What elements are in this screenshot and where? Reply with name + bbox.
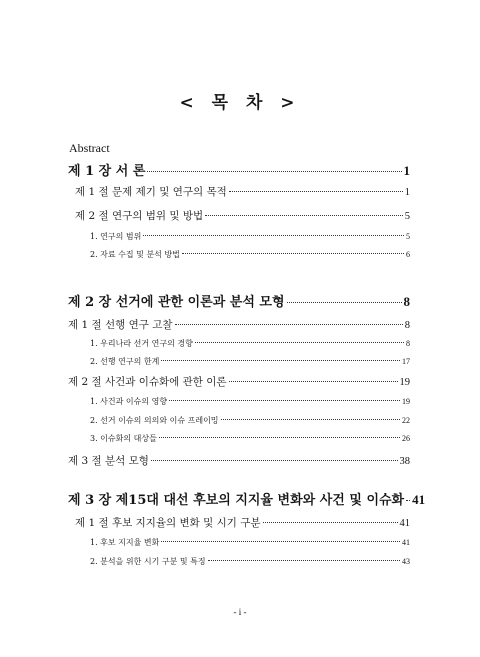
dot-leader: [182, 253, 404, 254]
dot-leader: [159, 437, 400, 438]
toc-label: 제 3 장 제15대 대선 후보의 지지율 변화와 사건 및 이슈화: [68, 493, 405, 508]
toc-page-number: 1: [404, 187, 410, 198]
toc-label: 제 1 절 후보 지지율의 변화 및 시기 구분: [75, 517, 261, 529]
page-title: < 목 차 >: [179, 93, 301, 113]
dot-leader: [169, 400, 400, 401]
dot-leader: [208, 560, 400, 561]
toc-section-2-2: [68, 374, 410, 389]
toc-page-number: 22: [402, 416, 410, 425]
toc-label: 2. 선거 이슈의 의의와 이슈 프레이밍: [90, 416, 219, 425]
toc-page-number: 8: [406, 339, 410, 348]
toc-page-number: 6: [406, 250, 410, 259]
toc-subsection: [90, 433, 410, 444]
toc-page-number: 41: [412, 492, 426, 507]
dot-leader: [406, 500, 410, 501]
toc-page-number: 17: [402, 357, 410, 366]
toc-page-number: 1: [403, 163, 410, 178]
toc-section-2-1: [68, 317, 410, 332]
toc-label: 1. 우리나라 선거 연구의 경향: [90, 339, 193, 348]
toc-chapter-1: [68, 160, 410, 179]
toc-label: 2. 자료 수집 및 분석 방법: [90, 250, 180, 259]
dot-leader: [205, 215, 403, 216]
dot-leader: [221, 419, 400, 420]
toc-chapter-2: [68, 291, 410, 310]
dot-leader: [229, 381, 398, 382]
toc-chapter-3: [68, 489, 426, 508]
toc-label: 제 2 절 사건과 이슈화에 관한 이론: [68, 376, 227, 388]
toc-label: 2. 분석을 위한 시기 구분 및 특징: [90, 557, 206, 566]
toc-page-number: 43: [402, 557, 410, 566]
dot-leader: [151, 460, 398, 461]
toc-subsection: [90, 249, 410, 260]
toc-label: 제 3 절 분석 모형: [68, 455, 149, 467]
toc-subsection: [90, 396, 410, 407]
dot-leader: [195, 342, 404, 343]
toc-page-number: 8: [403, 294, 410, 309]
dot-leader: [229, 191, 403, 192]
toc-page-number: 41: [402, 538, 410, 547]
toc-page-number: 5: [406, 232, 410, 241]
toc-page-number: 19: [399, 377, 410, 388]
toc-section-1-2: [75, 208, 410, 223]
toc-page-number: 38: [399, 456, 410, 467]
abstract-entry: Abstract: [69, 141, 110, 155]
dot-leader: [143, 235, 404, 236]
toc-label: 제 1 절 문제 제기 및 연구의 목적: [75, 186, 227, 198]
dot-leader: [147, 171, 401, 172]
toc-subsection: [90, 338, 410, 349]
toc-label: 제 1 장 서 론: [68, 164, 146, 179]
toc-page-number: 19: [402, 397, 410, 406]
page-footer-number: - i -: [233, 607, 247, 617]
toc-page-number: 26: [402, 434, 410, 443]
toc-label: 제 1 절 선행 연구 고찰: [68, 319, 173, 331]
toc-section-1-1: [75, 184, 410, 199]
dot-leader: [175, 324, 403, 325]
toc-section-2-3: [68, 453, 410, 468]
toc-label: 3. 이슈화의 대상들: [90, 434, 157, 443]
toc-label: 1. 사건과 이슈의 영향: [90, 397, 168, 406]
dot-leader: [287, 302, 402, 303]
toc-label: 2. 선행 연구의 한계: [90, 357, 160, 366]
toc-subsection: [90, 556, 410, 567]
toc-subsection: [90, 415, 410, 426]
toc-subsection: [90, 356, 410, 367]
toc-page-number: 8: [404, 320, 410, 331]
toc-subsection: [90, 537, 410, 548]
toc-label: 제 2 장 선거에 관한 이론과 분석 모형: [68, 295, 285, 310]
dot-leader: [161, 541, 400, 542]
toc-section-3-1: [75, 515, 410, 530]
toc-label: 1. 후보 지지율 변화: [90, 538, 160, 547]
toc-page-number: 5: [404, 211, 410, 222]
toc-label: 1. 연구의 범위: [90, 232, 142, 241]
toc-subsection: [90, 231, 410, 242]
toc-page-number: 41: [399, 518, 410, 529]
dot-leader: [263, 522, 398, 523]
dot-leader: [161, 360, 400, 361]
toc-label: 제 2 절 연구의 범위 및 방법: [75, 210, 204, 222]
